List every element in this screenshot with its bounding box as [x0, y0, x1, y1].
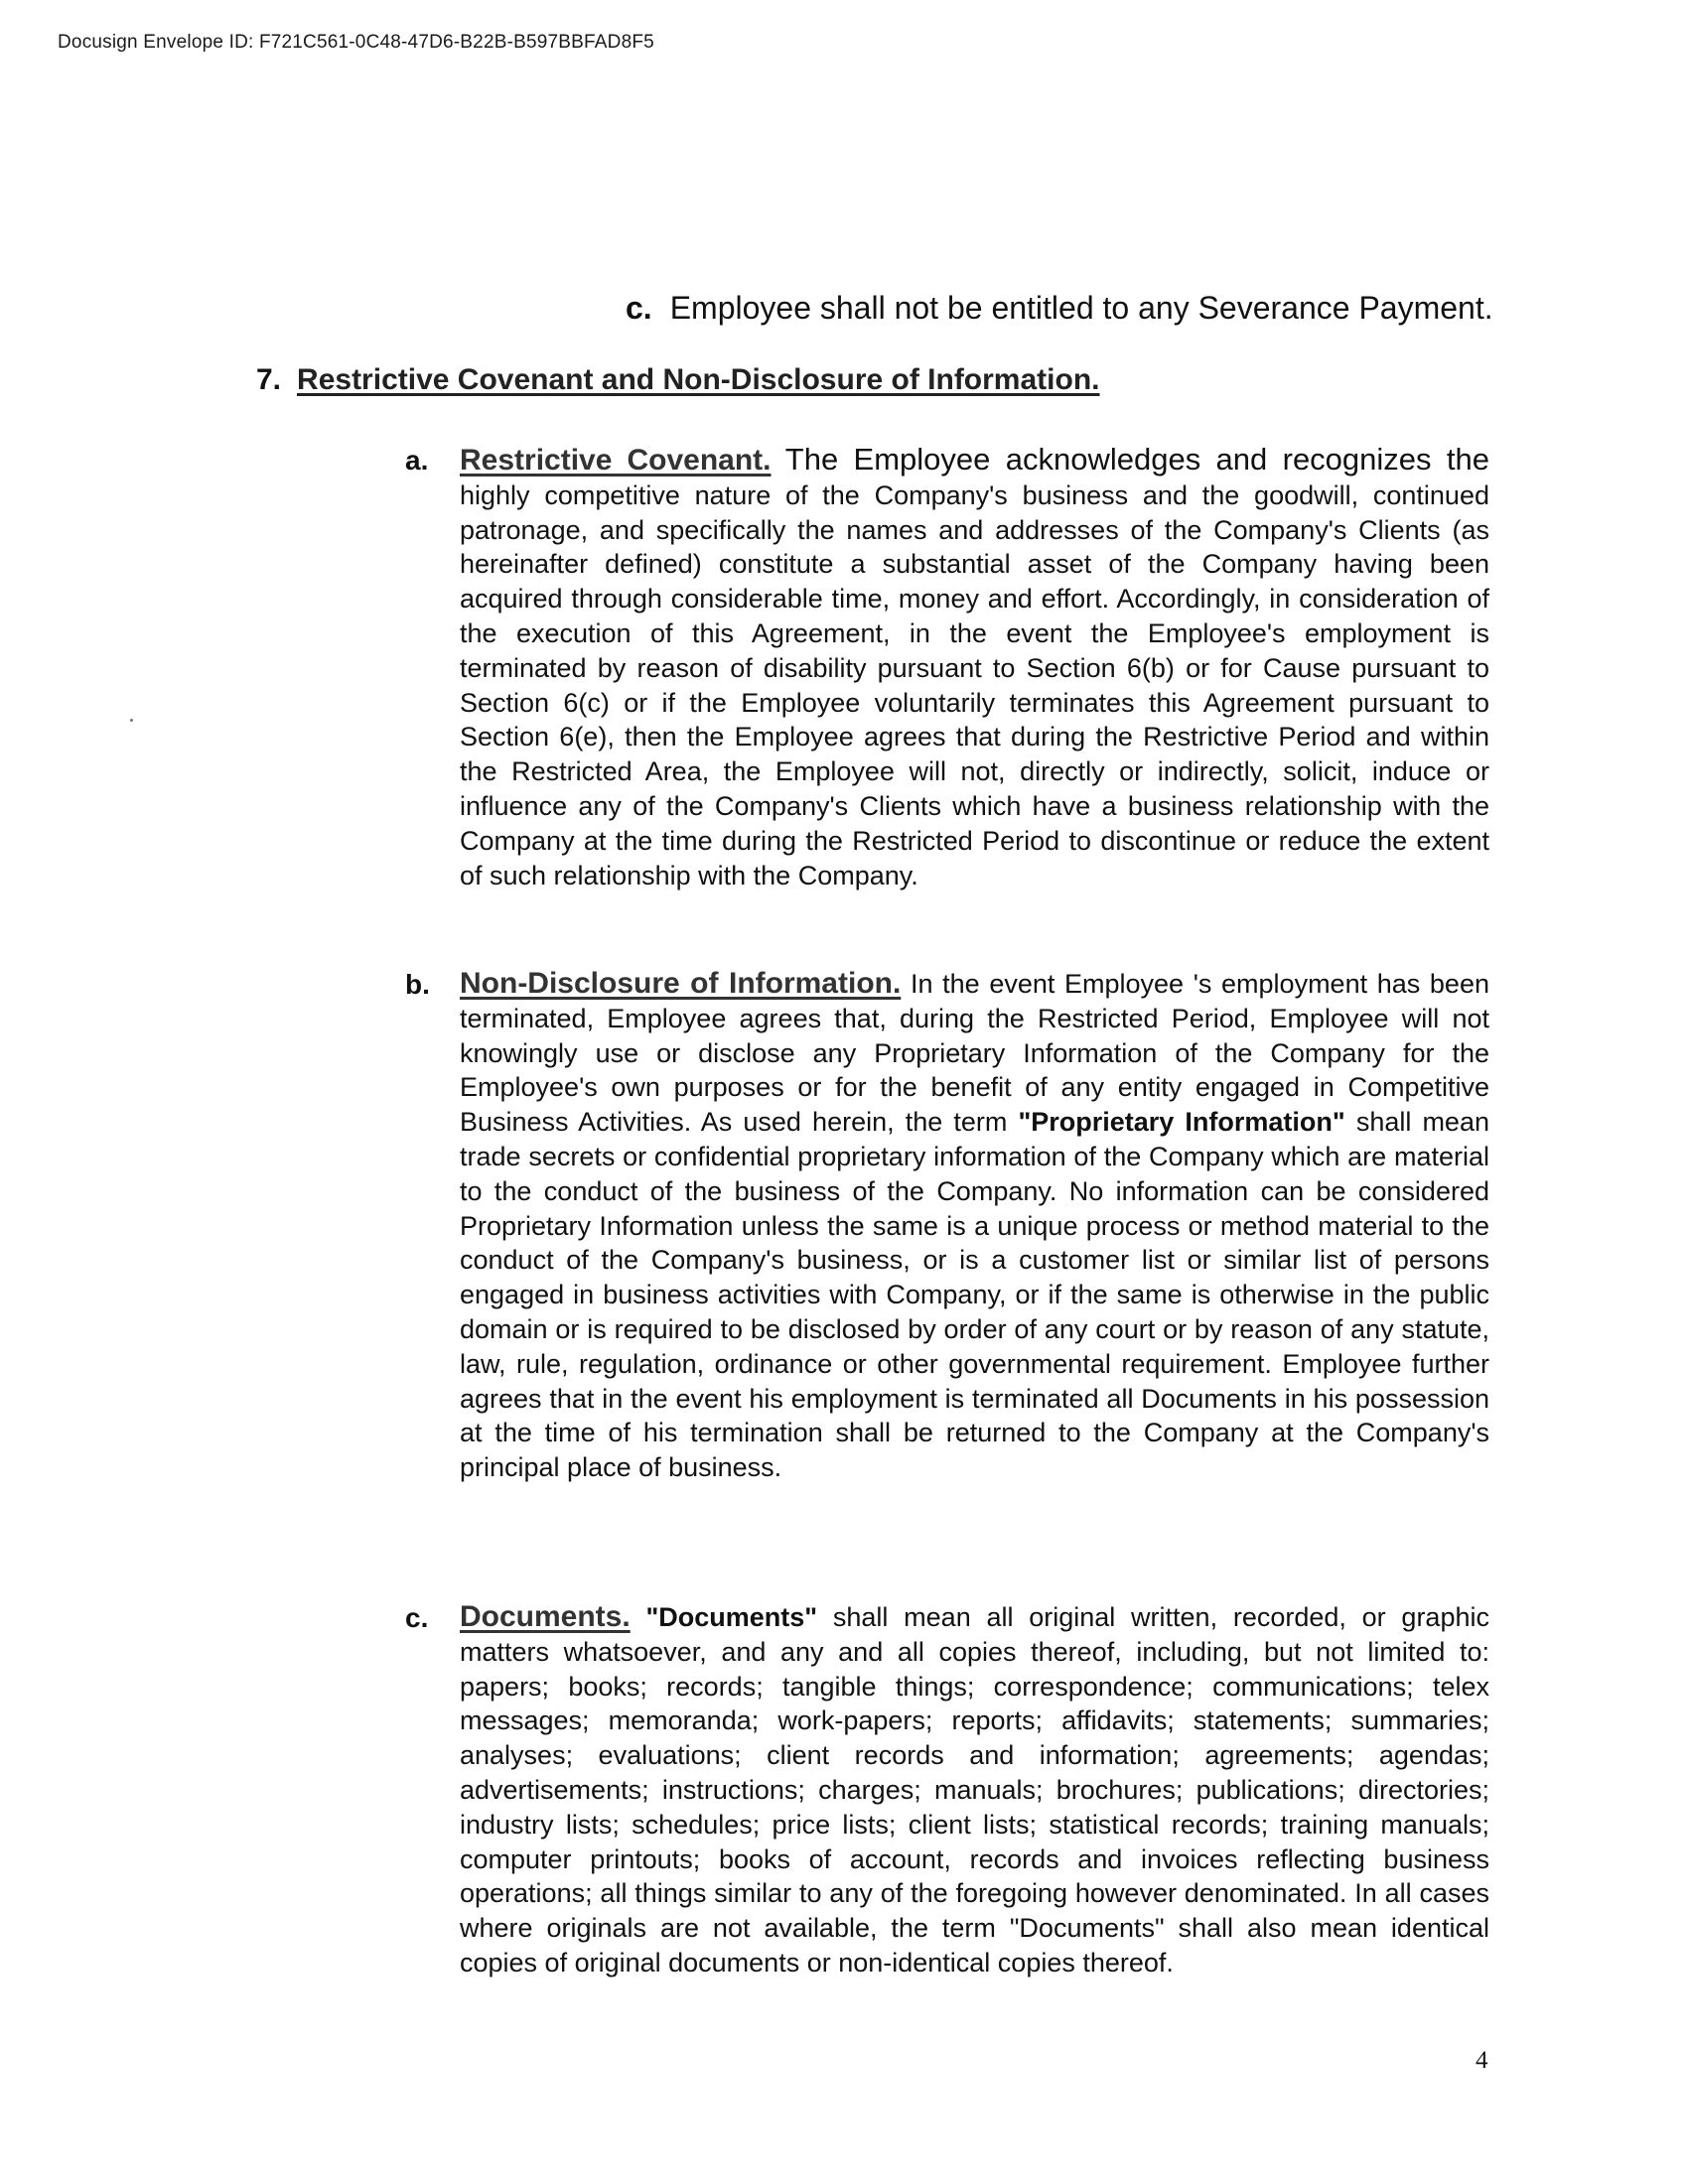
subsection-restrictive-covenant — [405, 443, 1489, 892]
subsection-text-part2: shall mean trade secrets or confidential proprietary information of the Company which are material to the conduct of the business of the Company. No information can be considered Proprietary Information unless the same is a unique process or method material to the conduct of the Company's business, or is a customer list or similar list of persons engaged in business activities with Company, or if the same is otherwise in the public domain or is required to be disclosed by order of any court or by reason of any statute, law, rule, regulation, ordinance or other governmental requirement. Employee further agrees that in the event his employment is terminated all Documents in his possession at the time of his termination shall be returned to the Company at the Company's principal place of business. — [460, 1107, 1489, 1483]
section-number: 7. — [256, 363, 282, 396]
subsection-title: Non-Disclosure of Information. — [460, 967, 902, 1000]
clause-marker: c. — [626, 290, 652, 326]
subsection-body — [460, 443, 1489, 892]
subsection-lead-text: The Employee acknowledges and recognizes the — [784, 442, 1489, 477]
scan-speck — [130, 719, 133, 722]
subsection-title: Restrictive Covenant. — [460, 444, 772, 477]
subsection-documents — [405, 1600, 1489, 1980]
clause-text: Employee shall not be entitled to any Severance Payment. — [669, 290, 1493, 326]
subsection-text-part1: In the event Employee 's employment has been terminated, Employee agrees that, during the Restricted Period, Employee will not knowingly use or disclose any Proprietary Information of the Company for the Employee's own purposes or for the benefit of any entity engaged in Competitive Business Activities. As used herein, the term — [460, 969, 1489, 1138]
subsection-marker: b. — [405, 969, 430, 1000]
subsection-text: shall mean all original written, recorded, or graphic matters whatsoever, and any and all copies thereof, including, but not limited to: papers; books; records; tangible things; correspondence; communications; telex messages; memoranda; work-papers; reports; affidavits; statements; summaries; analyses; evaluations; client records and information; agreements; agendas; advertisements; instructions; charges; manuals; brochures; publications; directories; industry lists; schedules; price lists; client lists; statistical records; training manuals; computer printouts; books of account, records and invoices reflecting business operations; all things similar to any of the foregoing however denominated. In all cases where originals are not available, the term "Documents" shall also mean identical copies of original documents or non-identical copies thereof. — [460, 1602, 1489, 1978]
defined-term: "Documents" — [645, 1602, 818, 1632]
subsection-non-disclosure — [405, 967, 1489, 1485]
subsection-text: highly competitive nature of the Company's business and the goodwill, continued patronage, and specifically the names and addresses of the Company's Clients (as hereinafter defined) constitute a substantial asset of the Company having been acquired through considerable time, money and effort. Accordingly, in consideration of the execution of this Agreement, in the event the Employee's employment is terminated by reason of disability pursuant to Section 6(b) or for Cause pursuant to Section 6(c) or if the Employee voluntarily terminates this Agreement pursuant to Section 6(e), then the Employee agrees that during the Restrictive Period and within the Restricted Area, the Employee will not, directly or indirectly, solicit, induce or influence any of the Company's Clients which have a business relationship with the Company at the time during the Restricted Period to discontinue or reduce the extent of such relationship with the Company. — [460, 479, 1489, 890]
subsection-marker: a. — [405, 445, 429, 476]
section-7-heading — [256, 361, 1099, 399]
subsection-body — [460, 1600, 1489, 1980]
subsection-marker: c. — [405, 1602, 429, 1633]
subsection-body — [460, 967, 1489, 1485]
severance-clause — [626, 288, 1493, 328]
subsection-title: Documents. — [460, 1600, 631, 1633]
section-title: Restrictive Covenant and Non-Disclosure of Information. — [297, 363, 1100, 396]
page-number: 4 — [1476, 2047, 1488, 2074]
envelope-id-header: Docusign Envelope ID: F721C561-0C48-47D6-B22B-B597BBFAD8F5 — [58, 32, 654, 53]
defined-term: "Proprietary Information" — [1018, 1107, 1345, 1138]
